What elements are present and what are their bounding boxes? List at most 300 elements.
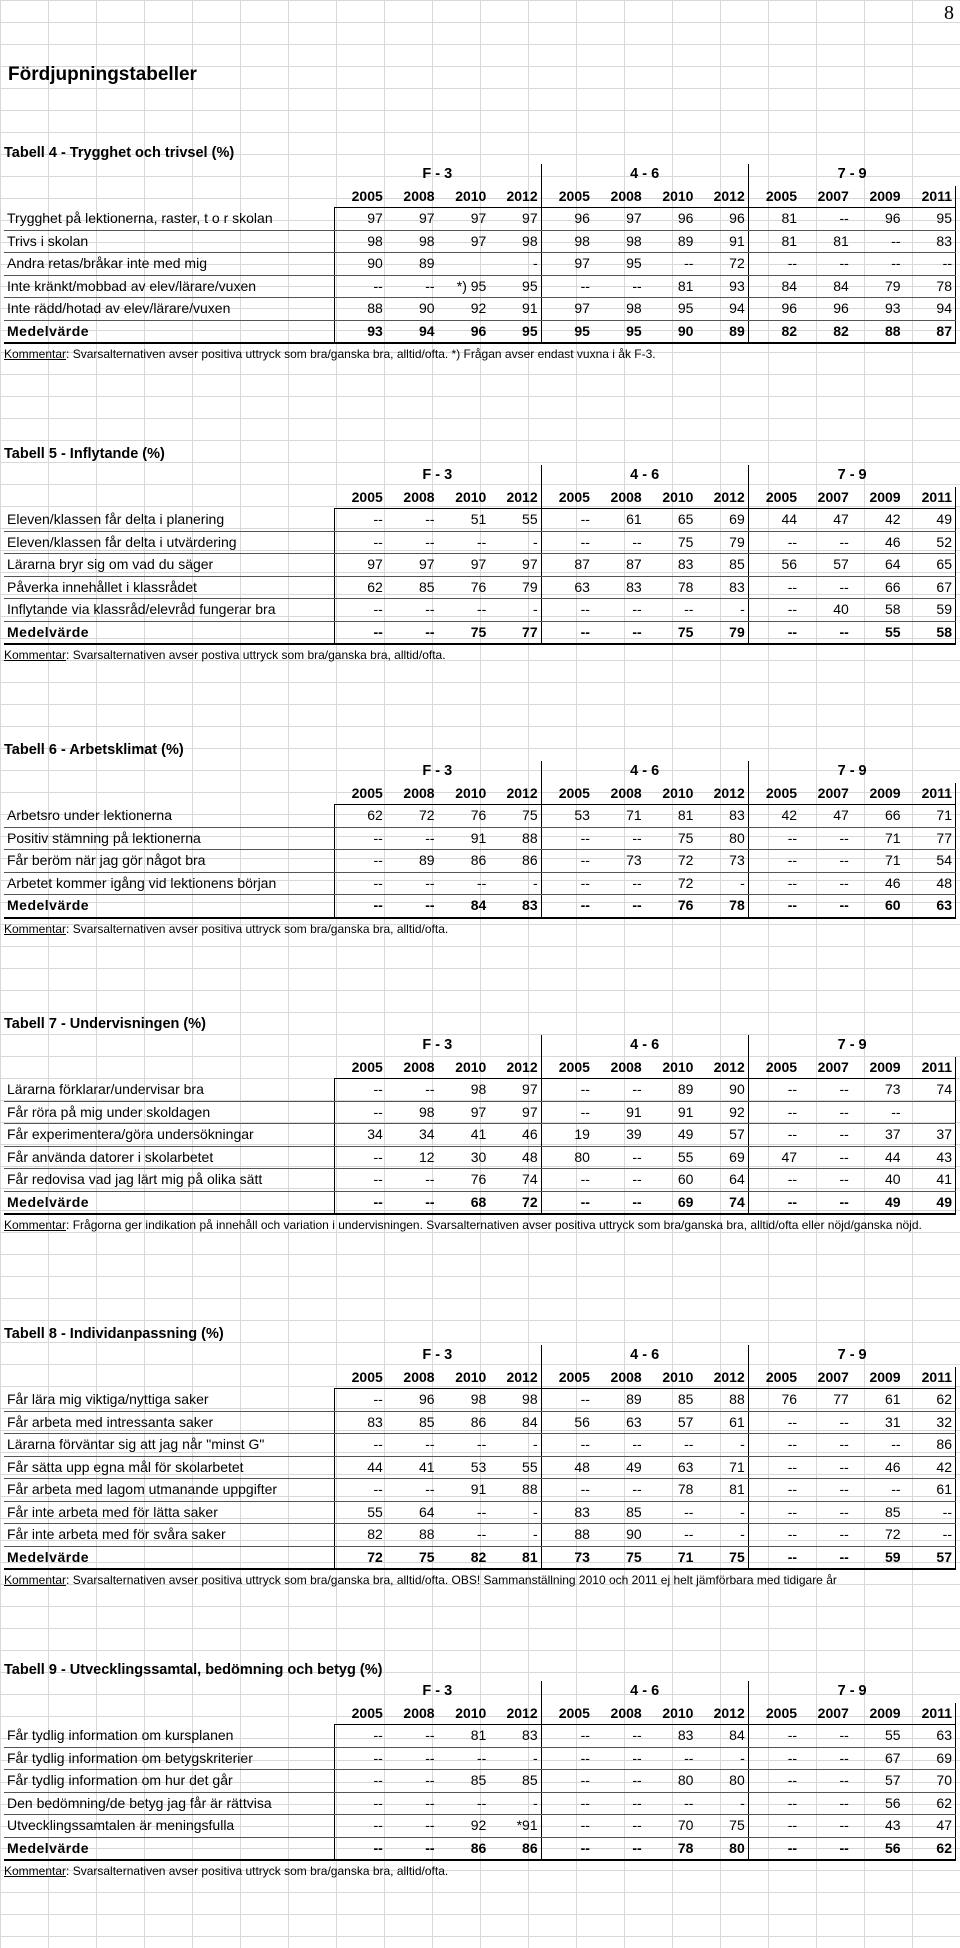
year-header: 2012 [489, 1367, 541, 1389]
value-cell: -- [748, 1792, 800, 1815]
value-cell: -- [852, 253, 904, 276]
value-cell: -- [904, 1501, 956, 1524]
value-cell: -- [438, 1747, 490, 1770]
year-header: 2012 [489, 487, 541, 509]
mean-value: 76 [645, 895, 697, 918]
value-cell: 44 [748, 509, 800, 532]
value-cell: 52 [904, 531, 956, 554]
year-header: 2010 [438, 1703, 490, 1725]
value-cell: 71 [852, 827, 904, 850]
mean-row [4, 1546, 956, 1569]
value-cell: 95 [593, 253, 645, 276]
value-cell: -- [800, 1124, 852, 1147]
value-cell: 91 [438, 1479, 490, 1502]
value-cell: 70 [645, 1815, 697, 1838]
value-cell: -- [334, 1389, 386, 1412]
value-cell: 97 [438, 1101, 490, 1124]
mean-value: 82 [748, 320, 800, 343]
mean-value: 74 [696, 1191, 748, 1214]
value-cell: -- [748, 253, 800, 276]
row-label: Får tydlig information om betygskriterier [4, 1747, 334, 1770]
value-cell: 61 [904, 1479, 956, 1502]
value-cell: 78 [645, 576, 697, 599]
value-cell: 97 [541, 298, 593, 321]
value-cell: 69 [904, 1747, 956, 1770]
table-row [4, 230, 956, 253]
value-cell: -- [438, 1792, 490, 1815]
data-table [4, 761, 956, 919]
value-cell: -- [334, 872, 386, 895]
value-cell: -- [334, 827, 386, 850]
header-spacer [4, 761, 334, 783]
mean-value: -- [593, 1191, 645, 1214]
value-cell: 69 [696, 509, 748, 532]
value-cell: 97 [334, 208, 386, 231]
grade-group-header: 4 - 6 [541, 465, 748, 487]
year-header: 2010 [438, 783, 490, 805]
year-header: 2008 [593, 1057, 645, 1079]
value-cell: 41 [438, 1124, 490, 1147]
value-cell: 72 [852, 1524, 904, 1547]
value-cell: -- [748, 1501, 800, 1524]
value-cell: 56 [852, 1792, 904, 1815]
mean-value: 72 [334, 1546, 386, 1569]
mean-value: 95 [593, 320, 645, 343]
value-cell: 93 [696, 275, 748, 298]
grade-group-header: F - 3 [422, 1347, 453, 1364]
value-cell: - [696, 1792, 748, 1815]
value-cell: -- [852, 1434, 904, 1457]
value-cell: -- [800, 1815, 852, 1838]
value-cell: 96 [386, 1389, 438, 1412]
mean-value: 82 [438, 1546, 490, 1569]
value-cell: -- [334, 1815, 386, 1838]
value-cell: 98 [386, 230, 438, 253]
value-cell: -- [800, 1079, 852, 1102]
year-header-row [4, 783, 956, 805]
mean-value: 72 [489, 1191, 541, 1214]
year-header: 2012 [696, 783, 748, 805]
value-cell: 71 [852, 850, 904, 873]
data-table [4, 164, 956, 344]
value-cell: 84 [696, 1725, 748, 1748]
mean-value: -- [800, 1837, 852, 1860]
value-cell: 64 [696, 1169, 748, 1192]
value-cell: 76 [748, 1389, 800, 1412]
year-header: 2005 [541, 487, 593, 509]
value-cell: 81 [748, 230, 800, 253]
value-cell: -- [334, 1434, 386, 1457]
value-cell: 85 [645, 1389, 697, 1412]
value-cell: -- [386, 827, 438, 850]
value-cell: -- [541, 1101, 593, 1124]
year-header: 2012 [489, 1703, 541, 1725]
value-cell: -- [541, 850, 593, 873]
value-cell: 34 [334, 1124, 386, 1147]
value-cell: -- [334, 1079, 386, 1102]
year-header: 2007 [800, 1703, 852, 1725]
value-cell: -- [386, 1770, 438, 1793]
value-cell: 91 [593, 1101, 645, 1124]
value-cell: 84 [800, 275, 852, 298]
value-cell: 80 [696, 827, 748, 850]
value-cell: 98 [541, 230, 593, 253]
year-header: 2005 [334, 783, 386, 805]
mean-value: 75 [645, 621, 697, 644]
value-cell: 90 [593, 1524, 645, 1547]
year-header: 2008 [593, 1367, 645, 1389]
grade-group-header: 4 - 6 [541, 164, 748, 186]
mean-value: -- [334, 1191, 386, 1214]
value-cell: 41 [904, 1169, 956, 1192]
grade-group-header: F - 3 [422, 467, 453, 484]
value-cell: 96 [800, 298, 852, 321]
value-cell: 98 [489, 1389, 541, 1412]
value-cell: -- [593, 1770, 645, 1793]
table-row [4, 1792, 956, 1815]
value-cell: - [696, 1524, 748, 1547]
value-cell: 92 [438, 1815, 490, 1838]
value-cell: 76 [438, 805, 490, 828]
comment-text: : Frågorna ger indikation på innehåll och variation i undervisningen. Svarsalternativen avser positiva uttryck som bra/ganska bra, alltid/ofta eller nöjd/ganska nöjd. [66, 1218, 922, 1232]
value-cell: 91 [645, 1101, 697, 1124]
value-cell: 98 [438, 1079, 490, 1102]
value-cell: -- [334, 509, 386, 532]
value-cell: 89 [645, 1079, 697, 1102]
value-cell: 98 [386, 1101, 438, 1124]
comment-keyword: Kommentar [4, 1573, 67, 1587]
value-cell: -- [386, 1792, 438, 1815]
mean-value: -- [800, 895, 852, 918]
value-cell: 47 [904, 1815, 956, 1838]
year-header: 2008 [593, 186, 645, 208]
table-title: Tabell 9 - Utvecklingssamtal, bedömning och betyg (%) [4, 1662, 383, 1678]
grade-group-header: 7 - 9 [748, 1035, 955, 1057]
value-cell: 73 [852, 1079, 904, 1102]
table-comment [4, 921, 944, 938]
value-cell: -- [593, 531, 645, 554]
value-cell: -- [438, 599, 490, 622]
data-table [4, 1681, 956, 1861]
year-header: 2010 [645, 783, 697, 805]
mean-value: -- [386, 895, 438, 918]
value-cell: -- [748, 1747, 800, 1770]
row-label: Andra retas/bråkar inte med mig [4, 253, 334, 276]
value-cell: 64 [852, 554, 904, 577]
value-cell: 61 [852, 1389, 904, 1412]
table-row [4, 1747, 956, 1770]
row-label: Lärarna förklarar/undervisar bra [4, 1079, 334, 1102]
row-label: Inflytande via klassråd/elevråd fungerar bra [4, 599, 334, 622]
value-cell: - [696, 1501, 748, 1524]
value-cell: -- [334, 531, 386, 554]
value-cell: 88 [386, 1524, 438, 1547]
value-cell: -- [748, 850, 800, 873]
value-cell: 85 [438, 1770, 490, 1793]
grade-group-header: 7 - 9 [748, 761, 955, 783]
mean-value: 81 [489, 1546, 541, 1569]
value-cell: 75 [696, 1815, 748, 1838]
table-row [4, 805, 956, 828]
value-cell: -- [748, 1456, 800, 1479]
grade-group-header: F - 3 [422, 1683, 453, 1700]
header-spacer [4, 1057, 334, 1079]
value-cell: 97 [386, 554, 438, 577]
mean-value: 79 [696, 621, 748, 644]
value-cell: -- [386, 275, 438, 298]
mean-value: 75 [696, 1546, 748, 1569]
value-cell: -- [438, 872, 490, 895]
value-cell: -- [593, 1815, 645, 1838]
value-cell: 83 [696, 576, 748, 599]
value-cell: 43 [904, 1146, 956, 1169]
value-cell: 51 [438, 509, 490, 532]
mean-value: 75 [438, 621, 490, 644]
row-label: Eleven/klassen får delta i planering [4, 509, 334, 532]
value-cell: -- [645, 599, 697, 622]
value-cell: 34 [386, 1124, 438, 1147]
year-header: 2005 [334, 1367, 386, 1389]
mean-value: -- [541, 1191, 593, 1214]
year-header: 2008 [593, 783, 645, 805]
value-cell: -- [800, 576, 852, 599]
header-spacer [4, 1703, 334, 1725]
value-cell: 96 [748, 298, 800, 321]
grade-group-header: 4 - 6 [541, 1681, 748, 1703]
value-cell: 98 [489, 230, 541, 253]
value-cell: 87 [593, 554, 645, 577]
grade-group-header: 7 - 9 [748, 164, 955, 186]
year-header: 2008 [593, 1703, 645, 1725]
value-cell: 88 [541, 1524, 593, 1547]
row-label: Eleven/klassen får delta i utvärdering [4, 531, 334, 554]
value-cell: 81 [800, 230, 852, 253]
value-cell: -- [386, 872, 438, 895]
value-cell: 39 [593, 1124, 645, 1147]
data-table [4, 465, 956, 645]
mean-value: 73 [541, 1546, 593, 1569]
row-label: Får tydlig information om kursplanen [4, 1725, 334, 1748]
value-cell: -- [386, 1169, 438, 1192]
value-cell: -- [593, 1725, 645, 1748]
value-cell: 63 [541, 576, 593, 599]
value-cell: 74 [904, 1079, 956, 1102]
table-row [4, 1079, 956, 1102]
value-cell: - [489, 1747, 541, 1770]
year-header: 2007 [800, 1057, 852, 1079]
value-cell: 84 [489, 1411, 541, 1434]
value-cell: 48 [489, 1146, 541, 1169]
value-cell: -- [334, 1101, 386, 1124]
table-6 [4, 739, 956, 938]
value-cell: 86 [904, 1434, 956, 1457]
value-cell: 97 [438, 208, 490, 231]
table-row [4, 1389, 956, 1412]
year-header: 2009 [852, 783, 904, 805]
value-cell: 88 [489, 1479, 541, 1502]
value-cell: -- [748, 1479, 800, 1502]
value-cell: -- [386, 1079, 438, 1102]
value-cell: 94 [696, 298, 748, 321]
value-cell: 55 [489, 509, 541, 532]
year-header: 2011 [904, 1367, 956, 1389]
value-cell: 65 [645, 509, 697, 532]
year-header: 2009 [852, 1057, 904, 1079]
value-cell: 72 [696, 253, 748, 276]
value-cell: 96 [541, 208, 593, 231]
table-title: Tabell 7 - Undervisningen (%) [4, 1016, 206, 1032]
value-cell: -- [386, 531, 438, 554]
value-cell: 72 [386, 805, 438, 828]
value-cell: -- [748, 1524, 800, 1547]
mean-value: -- [800, 1546, 852, 1569]
value-cell: 46 [489, 1124, 541, 1147]
row-label: Trivs i skolan [4, 230, 334, 253]
value-cell: -- [800, 850, 852, 873]
value-cell: 81 [645, 275, 697, 298]
value-cell: -- [438, 1501, 490, 1524]
year-header: 2005 [748, 1703, 800, 1725]
year-header: 2012 [696, 1703, 748, 1725]
value-cell: -- [541, 1169, 593, 1192]
mean-row [4, 1191, 956, 1214]
value-cell: 75 [645, 827, 697, 850]
value-cell: -- [800, 253, 852, 276]
value-cell: -- [852, 1101, 904, 1124]
mean-value: 68 [438, 1191, 490, 1214]
value-cell: -- [593, 1146, 645, 1169]
value-cell: 75 [645, 531, 697, 554]
value-cell: 57 [852, 1770, 904, 1793]
year-header: 2007 [800, 1367, 852, 1389]
value-cell: 96 [696, 208, 748, 231]
value-cell: - [696, 1747, 748, 1770]
value-cell: 61 [696, 1411, 748, 1434]
table-comment [4, 346, 944, 363]
value-cell: -- [386, 1747, 438, 1770]
value-cell: 49 [904, 509, 956, 532]
value-cell: -- [852, 1479, 904, 1502]
value-cell [438, 253, 490, 276]
value-cell: - [696, 1434, 748, 1457]
table-row [4, 509, 956, 532]
mean-value: 84 [438, 895, 490, 918]
table-row [4, 1124, 956, 1147]
value-cell: 12 [386, 1146, 438, 1169]
mean-row [4, 621, 956, 644]
grade-group-header: 4 - 6 [541, 761, 748, 783]
year-header-row [4, 1057, 956, 1079]
value-cell: 97 [438, 554, 490, 577]
year-header: 2008 [593, 487, 645, 509]
value-cell: 77 [800, 1389, 852, 1412]
mean-label: Medelvärde [4, 320, 334, 343]
value-cell: -- [748, 1124, 800, 1147]
mean-value: 86 [489, 1837, 541, 1860]
header-spacer [4, 487, 334, 509]
value-cell: 85 [852, 1501, 904, 1524]
mean-value: 49 [904, 1191, 956, 1214]
value-cell: 89 [386, 850, 438, 873]
value-cell: 62 [334, 576, 386, 599]
year-header: 2012 [489, 1057, 541, 1079]
value-cell: 54 [904, 850, 956, 873]
mean-value: 49 [852, 1191, 904, 1214]
year-header: 2010 [645, 186, 697, 208]
value-cell: 80 [541, 1146, 593, 1169]
grade-group-header: 7 - 9 [748, 465, 955, 487]
value-cell: 43 [852, 1815, 904, 1838]
mean-value: -- [800, 1191, 852, 1214]
row-label: Inte kränkt/mobbad av elev/lärare/vuxen [4, 275, 334, 298]
value-cell: 37 [904, 1124, 956, 1147]
value-cell: 64 [386, 1501, 438, 1524]
value-cell: - [696, 872, 748, 895]
value-cell: 77 [904, 827, 956, 850]
grade-group-header: F - 3 [422, 763, 453, 780]
value-cell: -- [541, 1815, 593, 1838]
table-9 [4, 1659, 956, 1880]
value-cell: *91 [489, 1815, 541, 1838]
mean-value: 89 [696, 320, 748, 343]
mean-value: 58 [904, 621, 956, 644]
table-row [4, 1101, 956, 1124]
value-cell: -- [800, 827, 852, 850]
year-header: 2009 [852, 1703, 904, 1725]
value-cell: 85 [696, 554, 748, 577]
value-cell: 63 [645, 1456, 697, 1479]
table-row [4, 275, 956, 298]
row-label: Lärarna förväntar sig att jag når "minst G" [4, 1434, 334, 1457]
value-cell: 98 [593, 230, 645, 253]
value-cell: - [489, 1434, 541, 1457]
row-label: Positiv stämning på lektionerna [4, 827, 334, 850]
value-cell: - [489, 872, 541, 895]
value-cell: 71 [593, 805, 645, 828]
year-header: 2012 [489, 783, 541, 805]
value-cell: 88 [696, 1389, 748, 1412]
mean-value: -- [386, 1191, 438, 1214]
mean-value: 57 [904, 1546, 956, 1569]
grade-group-header: 4 - 6 [541, 1035, 748, 1057]
table-row [4, 1524, 956, 1547]
table-comment [4, 1217, 944, 1234]
table-row [4, 576, 956, 599]
mean-label: Medelvärde [4, 1837, 334, 1860]
value-cell: -- [386, 509, 438, 532]
comment-keyword: Kommentar [4, 921, 67, 936]
value-cell: -- [748, 531, 800, 554]
year-header: 2009 [852, 487, 904, 509]
value-cell: -- [748, 827, 800, 850]
value-cell: -- [593, 275, 645, 298]
mean-value: 55 [852, 621, 904, 644]
value-cell: 84 [748, 275, 800, 298]
value-cell: 80 [696, 1770, 748, 1793]
value-cell: 71 [696, 1456, 748, 1479]
value-cell: -- [593, 1747, 645, 1770]
value-cell: 40 [852, 1169, 904, 1192]
table-row [4, 298, 956, 321]
value-cell: 95 [904, 208, 956, 231]
value-cell: 59 [904, 599, 956, 622]
value-cell: -- [334, 1792, 386, 1815]
table-row [4, 599, 956, 622]
value-cell: -- [748, 576, 800, 599]
value-cell: -- [438, 531, 490, 554]
group-header-row [4, 164, 956, 186]
value-cell: -- [800, 1101, 852, 1124]
